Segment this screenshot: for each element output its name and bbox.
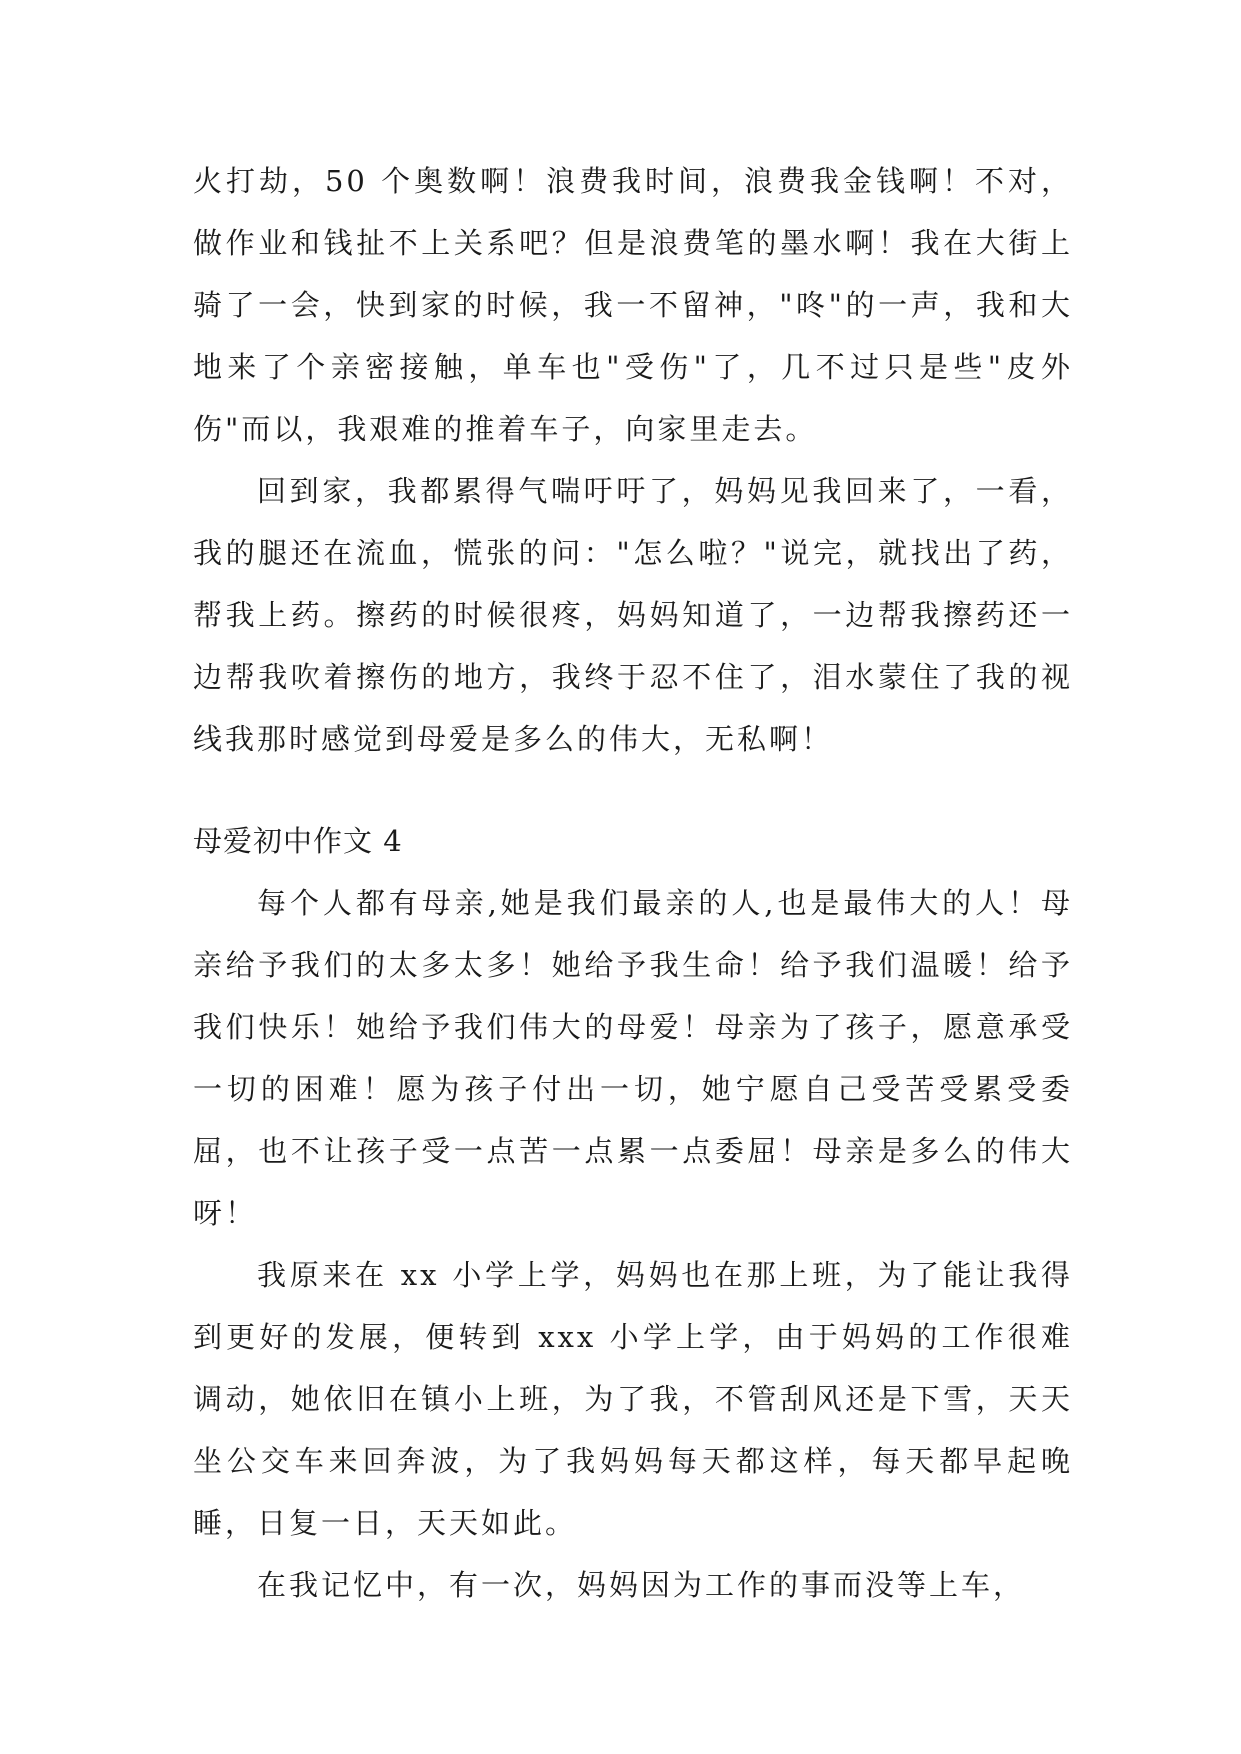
paragraph-school-transfer: 我原来在 xx 小学上学，妈妈也在那上班，为了能让我得到更好的发展，便转到 xxx 小学上学，由于妈妈的工作很难调动，她依旧在镇小上班，为了我，不管刮风还是下雪，天天坐公交车来回奔波，为了我妈妈每天都这样，每天都早起晚睡，日复一日，天天如此。 [193, 1258, 1073, 1540]
paragraph-memory: 在我记忆中，有一次，妈妈因为工作的事而没等上车， [257, 1568, 1026, 1602]
paragraph-mother-greatness: 每个人都有母亲,她是我们最亲的人,也是最伟大的人！母亲给予我们的太多太多！她给予我生命！给予我们温暖！给予我们快乐！她给予我们伟大的母爱！母亲为了孩子，愿意承受一切的困难！愿为孩子付出一切，她宁愿自己受苦受累受委屈，也不让孩子受一点苦一点累一点委屈！母亲是多么的伟大呀！ [193, 886, 1073, 1230]
section-heading: 母爱初中作文 4 [193, 824, 403, 858]
paragraph-returning-home: 回到家，我都累得气喘吁吁了，妈妈见我回来了，一看，我的腿还在流血，慌张的问："怎么啦？"说完，就找出了药，帮我上药。擦药的时候很疼，妈妈知道了，一边帮我擦药还一边帮我吹着擦伤的地方，我终于忍不住了，泪水蒙住了我的视线我那时感觉到母爱是多么的伟大，无私啊！ [193, 474, 1073, 756]
document-page [193, 150, 1073, 1616]
paragraph-continuation: 火打劫，50 个奥数啊！浪费我时间，浪费我金钱啊！不对，做作业和钱扯不上关系吧？但是浪费笔的墨水啊！我在大街上骑了一会，快到家的时候，我一不留神，"咚"的一声，我和大地来了个亲密接触，单车也"受伤"了，几不过只是些"皮外伤"而以，我艰难的推着车子，向家里走去。 [193, 164, 1073, 446]
